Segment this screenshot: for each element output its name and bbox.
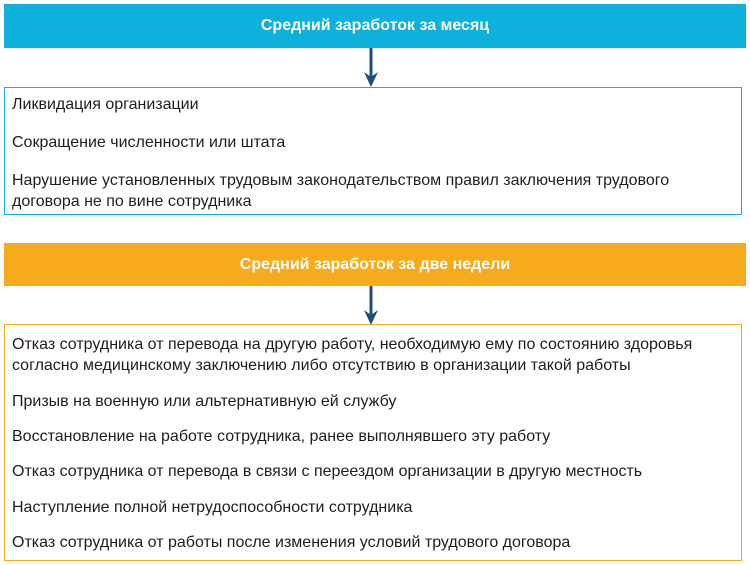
list-item: Нарушение установленных трудовым законодательством правил заключения трудового договора не по вине сотрудника [12,172,670,210]
header-monthly-average-earnings [4,4,746,48]
list-item: Ликвидация организации [12,96,199,113]
list-item: Отказ сотрудника от перевода на другую работу, необходимую ему по состоянию здоровья согласно медицинскому заключению либо отсутствию в организации такой работы [12,336,693,374]
list-item: Отказ сотрудника от перевода в связи с переездом организации в другую местность [12,463,643,480]
reasons-box-two-weeks [4,324,742,561]
header-two-week-average-earnings [4,243,746,286]
list-item: Сокращение численности или штата [12,134,286,151]
arrow-down-icon [359,286,383,326]
list-item: Наступление полной нетрудоспособности сотрудника [12,499,413,516]
list-item: Восстановление на работе сотрудника, ранее выполнявшего эту работу [12,428,551,445]
reasons-box-monthly [4,87,742,215]
arrow-down-icon [359,48,383,88]
header-title: Средний заработок за две недели [239,255,511,273]
list-item: Призыв на военную или альтернативную ей службу [12,393,397,410]
list-item: Отказ сотрудника от работы после изменения условий трудового договора [12,534,571,551]
header-title: Средний заработок за месяц [260,17,490,34]
